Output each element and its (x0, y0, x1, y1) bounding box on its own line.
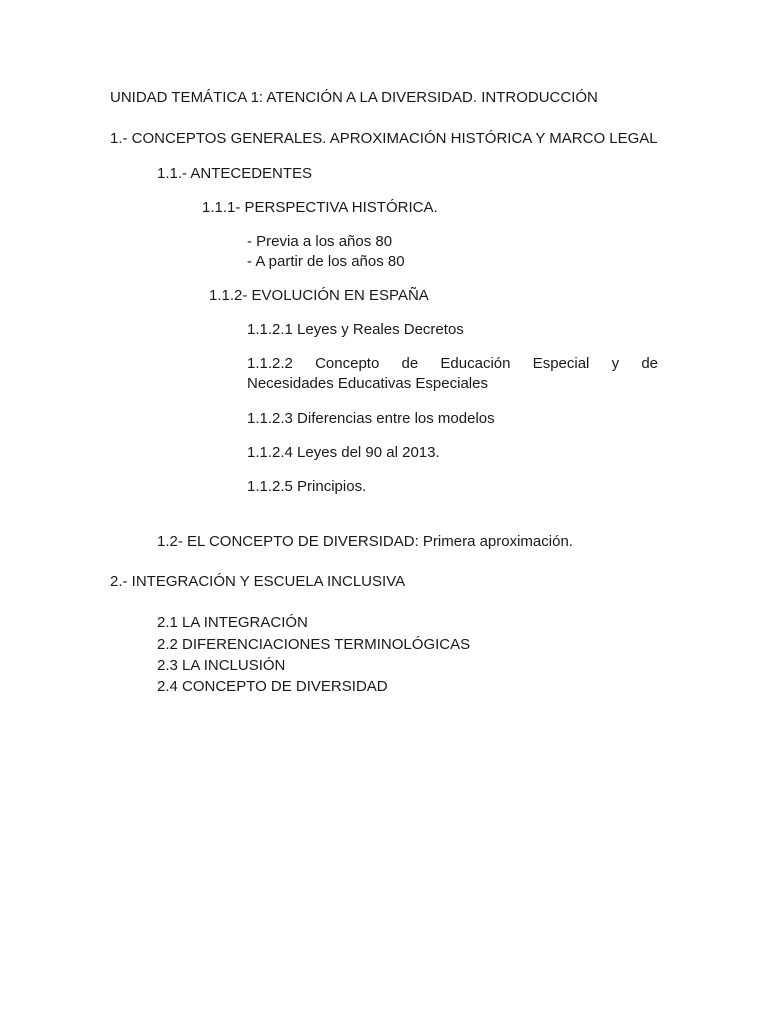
section-2-heading: 2.- INTEGRACIÓN Y ESCUELA INCLUSIVA (110, 573, 406, 590)
item-2-2: 2.2 DIFERENCIACIONES TERMINOLÓGICAS (157, 636, 471, 653)
item-2-4: 2.4 CONCEPTO DE DIVERSIDAD (157, 678, 388, 695)
section-1-1-heading: 1.1.- ANTECEDENTES (157, 165, 313, 182)
item-2-3: 2.3 LA INCLUSIÓN (157, 657, 286, 674)
section-1-1-2-heading: 1.1.2- EVOLUCIÓN EN ESPAÑA (209, 287, 429, 304)
document-title: UNIDAD TEMÁTICA 1: ATENCIÓN A LA DIVERSIDAD. INTRODUCCIÓN (110, 89, 598, 106)
item-1-1-2-4: 1.1.2.4 Leyes del 90 al 2013. (247, 444, 440, 461)
item-1-1-2-5: 1.1.2.5 Principios. (247, 478, 367, 495)
list-item-a-partir: - A partir de los años 80 (247, 253, 405, 270)
item-1-1-2-1: 1.1.2.1 Leyes y Reales Decretos (247, 321, 464, 338)
list-item-previa: - Previa a los años 80 (247, 233, 393, 250)
item-1-1-2-2-line1: 1.1.2.2 Concepto de Educación Especial y de (247, 355, 658, 372)
item-1-1-2-3: 1.1.2.3 Diferencias entre los modelos (247, 410, 495, 427)
section-1-1-1-heading: 1.1.1- PERSPECTIVA HISTÓRICA. (202, 199, 438, 216)
item-1-1-2-2-line2: Necesidades Educativas Especiales (247, 375, 488, 392)
section-1-heading: 1.- CONCEPTOS GENERALES. APROXIMACIÓN HISTÓRICA Y MARCO LEGAL (110, 130, 658, 147)
item-2-1: 2.1 LA INTEGRACIÓN (157, 614, 308, 631)
section-1-2-heading: 1.2- EL CONCEPTO DE DIVERSIDAD: Primera aproximación. (157, 533, 573, 550)
